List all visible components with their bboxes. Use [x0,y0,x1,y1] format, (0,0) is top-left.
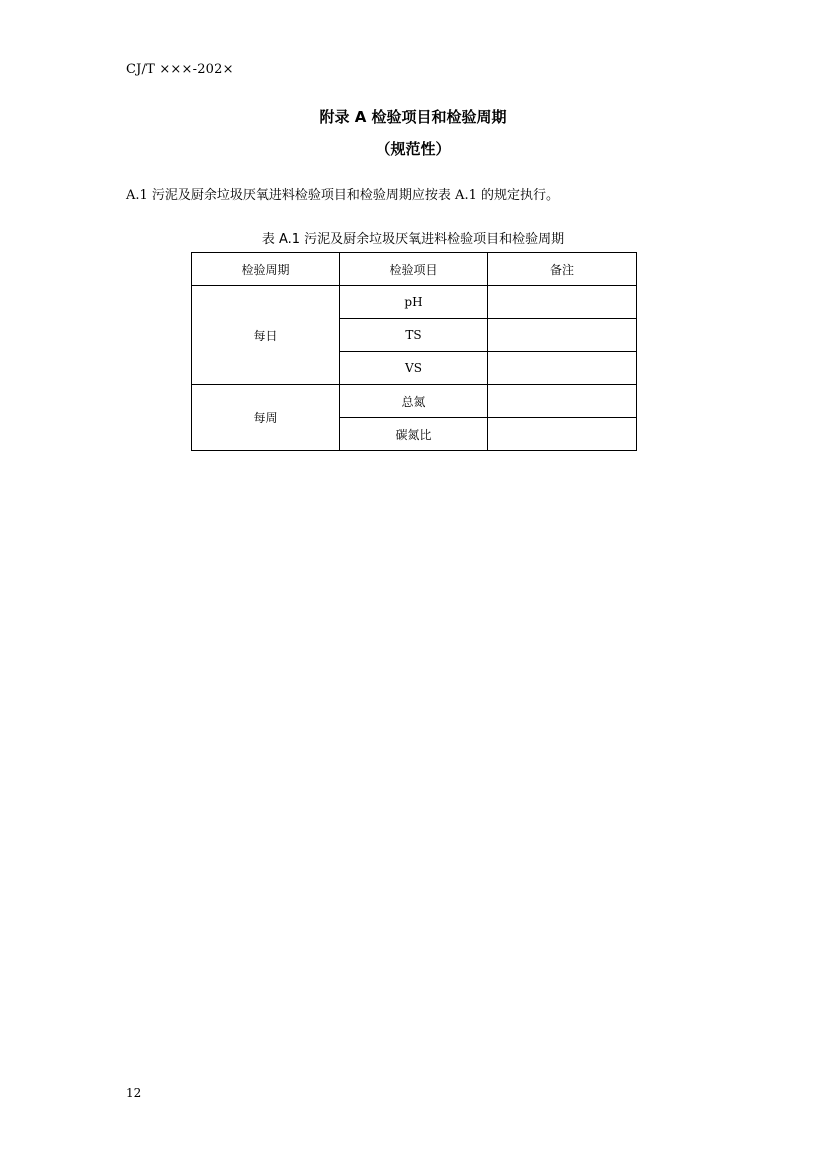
note-cell [488,418,637,451]
period-cell-daily: 每日 [192,286,340,385]
item-cell: TS [340,319,488,352]
item-cell: 总氮 [340,385,488,418]
table-row [192,286,637,319]
item-cell: pH [340,286,488,319]
appendix-title: 附录 A 检验项目和检验周期 [319,108,507,126]
header-period: 检验周期 [192,253,340,286]
header-note: 备注 [488,253,637,286]
standard-code-header: CJ/T ×××-202× [126,62,234,77]
appendix-subtitle: （规范性） [375,140,451,158]
note-cell [488,319,637,352]
period-cell-weekly: 每周 [192,385,340,451]
item-cell: VS [340,352,488,385]
note-cell [488,352,637,385]
table-header-row [192,253,637,286]
note-cell [488,385,637,418]
inspection-table [191,252,637,451]
table-caption: 表 A.1 污泥及厨余垃圾厌氧进料检验项目和检验周期 [261,232,565,247]
header-item: 检验项目 [340,253,488,286]
body-paragraph: A.1 污泥及厨余垃圾厌氧进料检验项目和检验周期应按表 A.1 的规定执行。 [126,188,559,203]
item-cell: 碳氮比 [340,418,488,451]
note-cell [488,286,637,319]
table-row [192,385,637,418]
page-number: 12 [126,1086,142,1100]
